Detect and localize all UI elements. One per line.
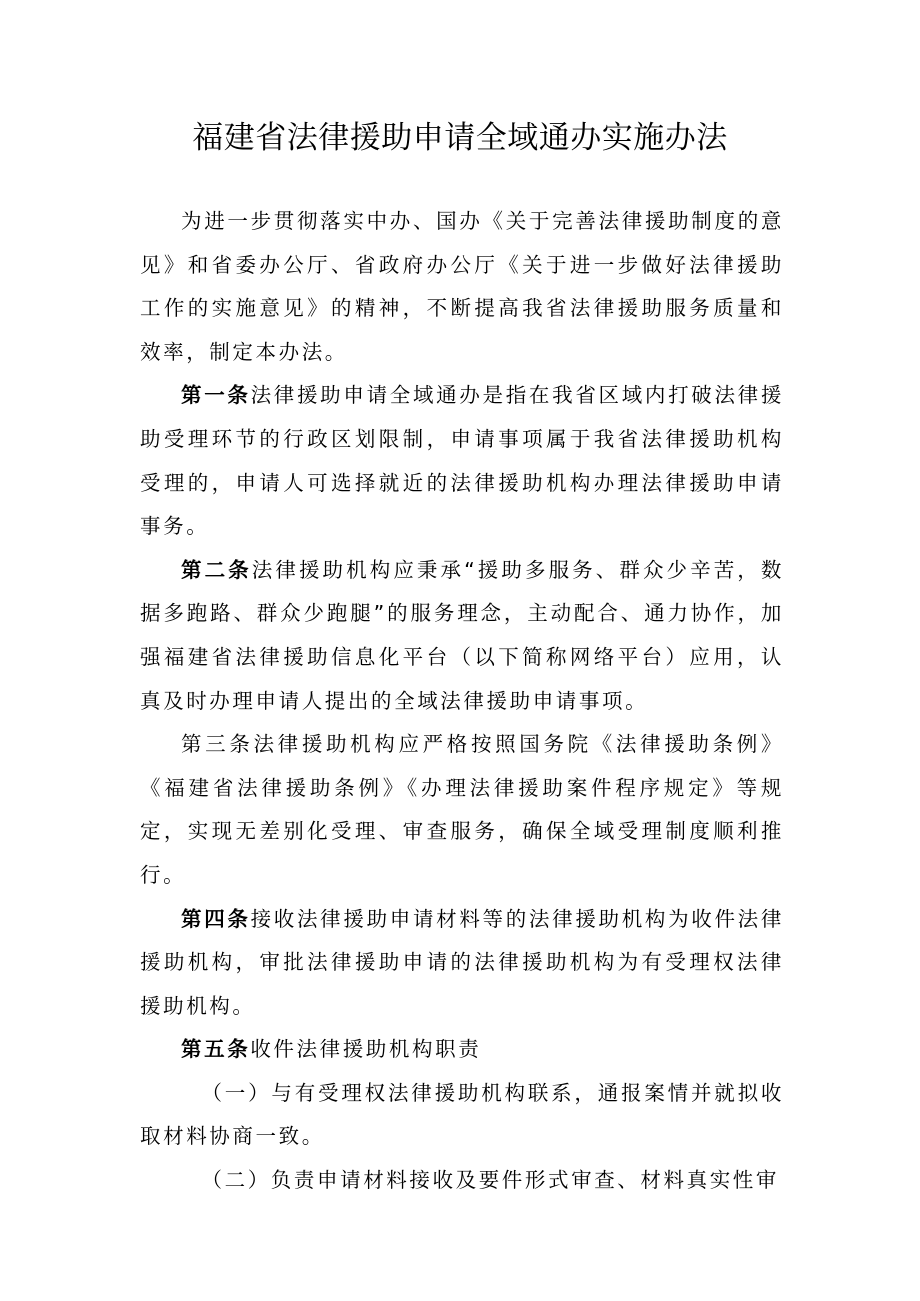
document-body <box>140 200 784 1203</box>
article-3-number: 第三条 <box>181 732 254 757</box>
article-3-text: 法律援助机构应严格按照国务院《法律援助条例》《福建省法律援助条例》《办理法律援助案件程序规定》等规定，实现无差别化受理、审查服务，确保全域受理制度顺利推行。 <box>140 732 784 887</box>
article-4 <box>140 898 784 1029</box>
article-1 <box>140 374 784 548</box>
article-4-number: 第四条 <box>181 906 251 931</box>
article-5-text: 收件法律援助机构职责 <box>250 1037 482 1062</box>
article-4-text: 接收法律援助申请材料等的法律援助机构为收件法律援助机构，审批法律援助申请的法律援助机构为有受理权法律援助机构。 <box>140 906 784 1018</box>
article-2-number: 第二条 <box>181 557 252 582</box>
preamble-paragraph: 为进一步贯彻落实中办、国办《关于完善法律援助制度的意见》和省委办公厅、省政府办公厅《关于进一步做好法律援助工作的实施意见》的精神，不断提高我省法律援助服务质量和效率，制定本办法。 <box>140 209 784 364</box>
article-5-number: 第五条 <box>181 1037 251 1062</box>
article-5-item-1: （一）与有受理权法律援助机构联系，通报案情并就拟收取材料协商一致。 <box>140 1080 784 1149</box>
article-2-text: 法律援助机构应秉承“援助多服务、群众少辛苦，数据多跑路、群众少跑腿”的服务理念，主动配合、通力协作，加强福建省法律援助信息化平台（以下简称网络平台）应用，认真及时办理申请人提出的全域法律援助申请事项。 <box>140 557 784 713</box>
article-5 <box>140 1028 784 1072</box>
article-5-item-2: （二）负责申请材料接收及要件形式审查、材料真实性审 <box>201 1168 779 1193</box>
article-1-number: 第一条 <box>181 383 251 408</box>
article-3 <box>140 723 784 897</box>
document-title: 福建省法律援助申请全域通办实施办法 <box>192 120 728 156</box>
article-2 <box>140 549 784 723</box>
article-1-text: 法律援助申请全域通办是指在我省区域内打破法律援助受理环节的行政区划限制，申请事项属于我省法律援助机构受理的，申请人可选择就近的法律援助机构办理法律援助申请事务。 <box>140 383 784 539</box>
